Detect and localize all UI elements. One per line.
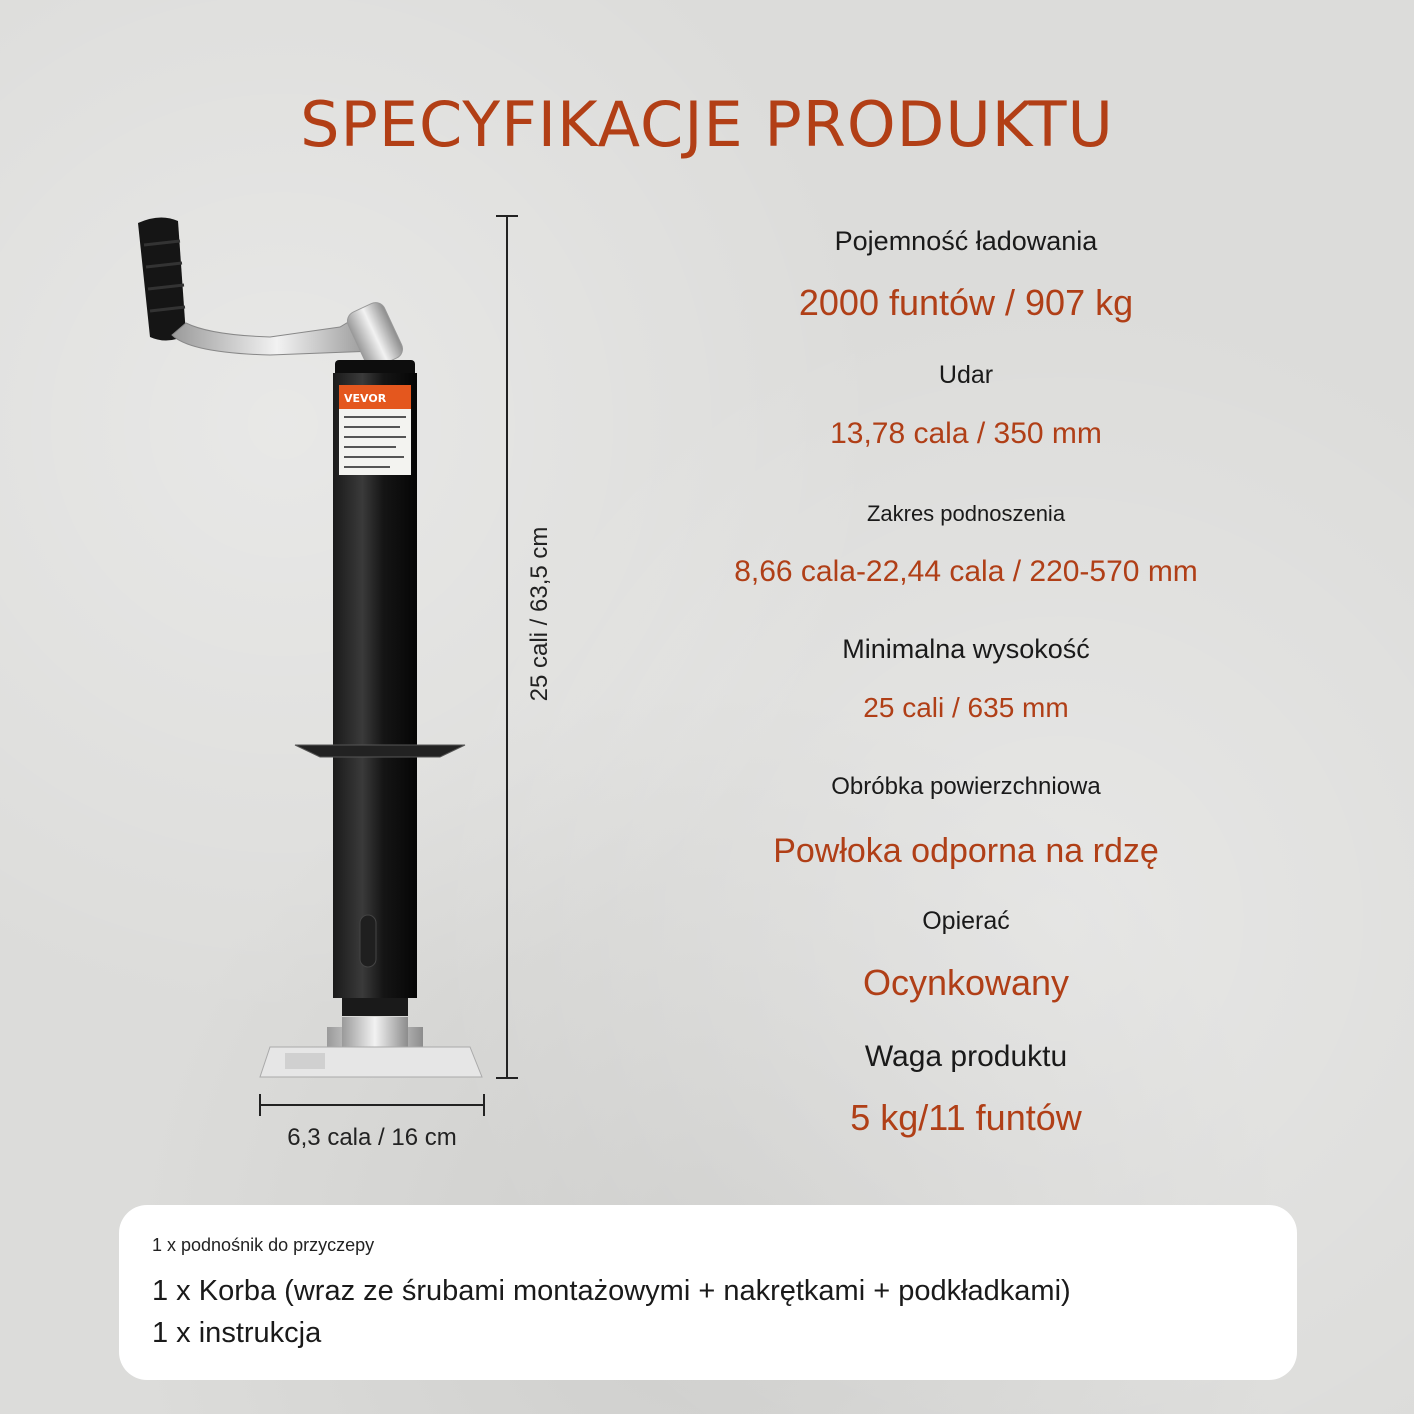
spec-label-lift-range: Zakres podnoszenia xyxy=(866,501,1066,526)
width-dimension-line xyxy=(260,1104,484,1106)
package-item-crank: 1 x Korba (wraz ze śrubami montażowymi + nakrętkami + podkładkami) xyxy=(152,1275,1071,1307)
spec-value-min-height: 25 cali / 635 mm xyxy=(863,692,1069,723)
spec-value-surface-treatment: Powłoka odporna na rdzę xyxy=(773,832,1159,870)
spec-label-base: Opierać xyxy=(922,907,1010,935)
spec-value-stroke: 13,78 cala / 350 mm xyxy=(830,417,1102,450)
crank-handle-grip xyxy=(138,217,186,340)
height-dimension-line xyxy=(506,216,508,1078)
height-dimension-label: 25 cali / 63,5 cm xyxy=(526,526,553,702)
spec-label-stroke: Udar xyxy=(938,361,994,389)
spec-value-load-capacity: 2000 funtów / 907 kg xyxy=(798,282,1134,323)
spec-value-base: Ocynkowany xyxy=(862,962,1070,1003)
product-label xyxy=(339,385,411,475)
width-dimension-label: 6,3 cala / 16 cm xyxy=(287,1124,457,1151)
spec-label-surface-treatment: Obróbka powierzchniowa xyxy=(831,773,1101,800)
brand-text: VEVOR xyxy=(344,392,387,405)
spec-label-weight: Waga produktu xyxy=(864,1040,1068,1073)
page-title: SPECYFIKACJE PRODUKTU xyxy=(300,88,1114,161)
trailer-jack-image xyxy=(120,205,560,1105)
package-item-manual: 1 x instrukcja xyxy=(152,1317,322,1349)
spec-value-weight: 5 kg/11 funtów xyxy=(850,1097,1082,1138)
spec-label-min-height: Minimalna wysokość xyxy=(842,634,1090,664)
mounting-plate xyxy=(295,745,465,757)
spec-value-lift-range: 8,66 cala-22,44 cala / 220-570 mm xyxy=(734,555,1198,588)
package-item-jack: 1 x podnośnik do przyczepy xyxy=(152,1235,375,1255)
package-contents-box xyxy=(119,1205,1297,1380)
spec-label-load-capacity: Pojemność ładowania xyxy=(834,226,1098,256)
